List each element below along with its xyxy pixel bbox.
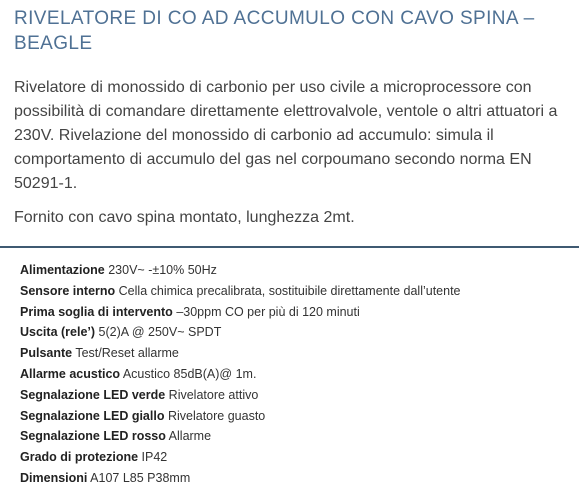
section-divider <box>0 246 579 248</box>
spec-row-alimentazione <box>20 260 461 281</box>
spec-label: Segnalazione LED rosso <box>20 429 166 444</box>
spec-label: Segnalazione LED verde <box>20 387 166 402</box>
spec-row-led-rosso <box>20 426 461 447</box>
spec-value: Test/Reset allarme <box>75 346 179 361</box>
spec-value: Acustico 85dB(A)@ 1m. <box>122 366 257 381</box>
spec-label: Uscita (rele’) <box>20 325 96 340</box>
spec-value: –30ppm CO per più di 120 minuti <box>176 304 360 319</box>
spec-value: Rivelatore attivo <box>168 387 259 402</box>
spec-label: Segnalazione LED giallo <box>20 408 165 423</box>
spec-row-pulsante <box>20 343 461 364</box>
product-title: RIVELATORE DI CO AD ACCUMULO CON CAVO SPINA – BEAGLE <box>14 8 535 54</box>
spec-label: Alimentazione <box>20 263 105 277</box>
spec-row-prima-soglia <box>20 302 461 323</box>
spec-label: Sensore interno <box>20 283 116 298</box>
specs-list <box>20 260 461 489</box>
spec-row-led-verde <box>20 385 461 406</box>
spec-value: Rivelatore guasto <box>167 408 266 423</box>
spec-label: Allarme acustico <box>20 366 121 381</box>
spec-row-sensore-interno <box>20 281 461 302</box>
spec-value: IP42 <box>141 450 168 465</box>
spec-row-led-giallo <box>20 406 461 427</box>
spec-row-uscita <box>20 322 461 343</box>
spec-label: Dimensioni <box>20 470 88 485</box>
spec-label: Prima soglia di intervento <box>20 304 173 319</box>
product-description: Rivelatore di monossido di carbonio per uso civile a microprocessore con possibilità di comandare direttamente elettrovalvole, ventole o altri attuatori a 230V. Rivelazione del monossido di carbonio ad accumulo: simula il comportamento di accumulo del gas nel corpoumano secondo norma EN 50291-1. <box>14 79 558 192</box>
spec-value: 230V~ -±10% 50Hz <box>108 263 217 277</box>
spec-row-dimensioni <box>20 468 461 489</box>
spec-value: Cella chimica precalibrata, sostituibile direttamente dall’utente <box>118 283 461 298</box>
product-supplied-with: Fornito con cavo spina montato, lunghezza 2mt. <box>14 209 355 226</box>
spec-row-grado-protezione <box>20 447 461 468</box>
spec-row-allarme-acustico <box>20 364 461 385</box>
spec-label: Grado di protezione <box>20 450 139 465</box>
spec-value: A107 L85 P38mm <box>90 470 191 485</box>
spec-label: Pulsante <box>20 346 73 361</box>
spec-value: Allarme <box>168 429 212 444</box>
spec-value: 5(2)A @ 250V~ SPDT <box>98 325 222 340</box>
